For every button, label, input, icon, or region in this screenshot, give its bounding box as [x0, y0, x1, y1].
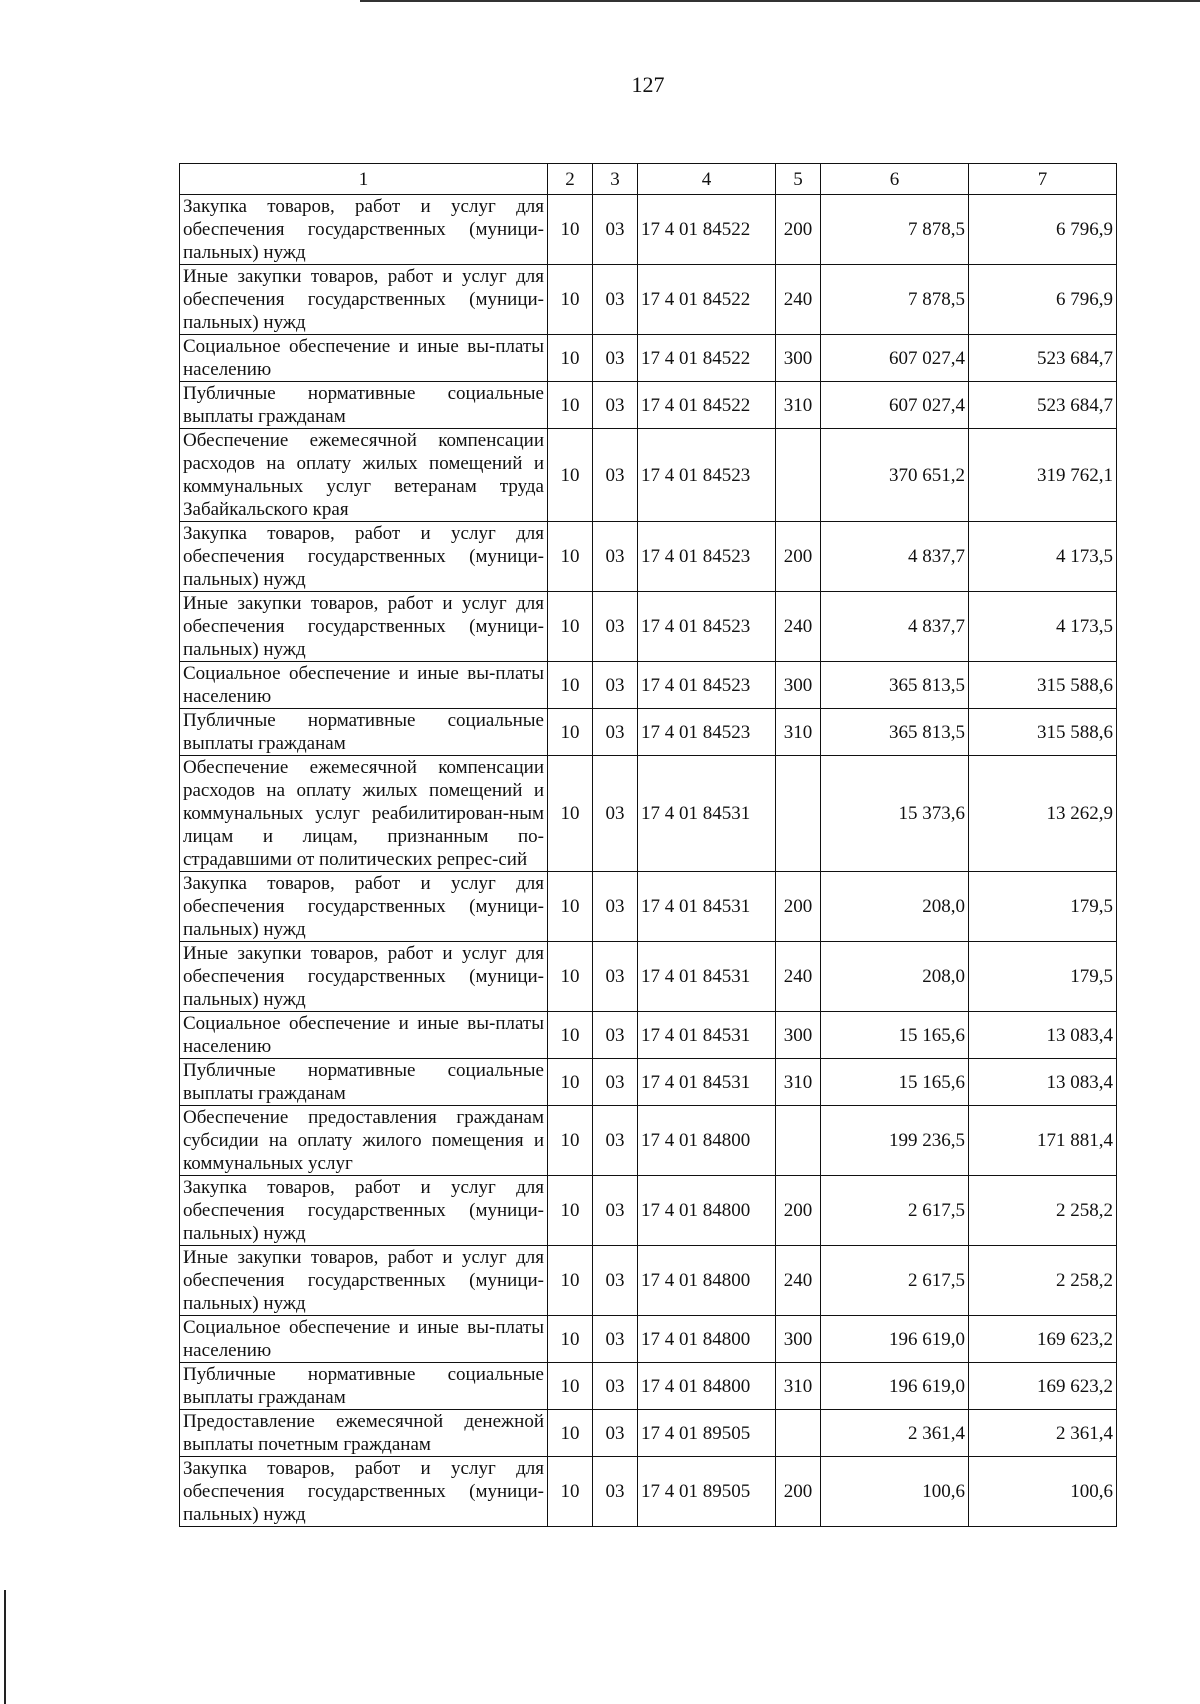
- column-header: 6: [821, 164, 969, 195]
- row-name-cell: Публичные нормативные социальные выплаты гражданам: [180, 1059, 548, 1106]
- subsection-cell: 03: [593, 1457, 638, 1527]
- table-row: [180, 1363, 1117, 1410]
- amount-col6-cell: 15 373,6: [821, 756, 969, 872]
- expense-type-cell: [776, 429, 821, 522]
- target-code-cell: 17 4 01 84531: [638, 1059, 776, 1106]
- table-row: [180, 872, 1117, 942]
- section-cell: 10: [548, 1457, 593, 1527]
- amount-col7-cell: 13 083,4: [969, 1012, 1117, 1059]
- amount-col6-cell: 365 813,5: [821, 709, 969, 756]
- amount-col6-cell: 208,0: [821, 872, 969, 942]
- amount-col6-cell: 15 165,6: [821, 1059, 969, 1106]
- subsection-cell: 03: [593, 195, 638, 265]
- amount-col7-cell: 319 762,1: [969, 429, 1117, 522]
- expense-type-cell: 240: [776, 1246, 821, 1316]
- target-code-cell: 17 4 01 84800: [638, 1106, 776, 1176]
- target-code-cell: 17 4 01 84522: [638, 265, 776, 335]
- table-row: [180, 195, 1117, 265]
- amount-col7-cell: 6 796,9: [969, 265, 1117, 335]
- section-cell: 10: [548, 942, 593, 1012]
- row-name-cell: Закупка товаров, работ и услуг для обеспечения государственных (муници-пальных) нужд: [180, 522, 548, 592]
- amount-col7-cell: 4 173,5: [969, 522, 1117, 592]
- row-name-cell: Иные закупки товаров, работ и услуг для обеспечения государственных (муници-пальных) нужд: [180, 942, 548, 1012]
- table-row: [180, 1457, 1117, 1527]
- amount-col7-cell: 315 588,6: [969, 709, 1117, 756]
- column-header: 5: [776, 164, 821, 195]
- subsection-cell: 03: [593, 872, 638, 942]
- row-name-cell: Социальное обеспечение и иные вы-платы населению: [180, 1316, 548, 1363]
- target-code-cell: 17 4 01 84531: [638, 942, 776, 1012]
- subsection-cell: 03: [593, 1059, 638, 1106]
- expense-type-cell: [776, 756, 821, 872]
- target-code-cell: 17 4 01 89505: [638, 1457, 776, 1527]
- expense-type-cell: 240: [776, 265, 821, 335]
- subsection-cell: 03: [593, 1410, 638, 1457]
- row-name-cell: Публичные нормативные социальные выплаты гражданам: [180, 709, 548, 756]
- row-name-cell: Публичные нормативные социальные выплаты гражданам: [180, 1363, 548, 1410]
- row-name-cell: Иные закупки товаров, работ и услуг для обеспечения государственных (муници-пальных) нужд: [180, 1246, 548, 1316]
- subsection-cell: 03: [593, 1316, 638, 1363]
- subsection-cell: 03: [593, 429, 638, 522]
- expense-type-cell: 310: [776, 382, 821, 429]
- amount-col6-cell: 7 878,5: [821, 265, 969, 335]
- target-code-cell: 17 4 01 84531: [638, 872, 776, 942]
- section-cell: 10: [548, 756, 593, 872]
- row-name-cell: Обеспечение предоставления гражданам субсидии на оплату жилого помещения и коммунальных услуг: [180, 1106, 548, 1176]
- table-row: [180, 592, 1117, 662]
- expense-type-cell: 200: [776, 1457, 821, 1527]
- expense-type-cell: 310: [776, 1363, 821, 1410]
- row-name-cell: Обеспечение ежемесячной компенсации расходов на оплату жилых помещений и коммунальных услуг реабилитирован-ным лицам и лицам, признанным по-страдавшими от политических репрес-сий: [180, 756, 548, 872]
- section-cell: 10: [548, 709, 593, 756]
- row-name-cell: Иные закупки товаров, работ и услуг для обеспечения государственных (муници-пальных) нужд: [180, 265, 548, 335]
- target-code-cell: 17 4 01 84522: [638, 382, 776, 429]
- section-cell: 10: [548, 1106, 593, 1176]
- target-code-cell: 17 4 01 84522: [638, 335, 776, 382]
- amount-col6-cell: 196 619,0: [821, 1316, 969, 1363]
- row-name-cell: Обеспечение ежемесячной компенсации расходов на оплату жилых помещений и коммунальных услуг ветеранам труда Забайкальского края: [180, 429, 548, 522]
- amount-col7-cell: 2 258,2: [969, 1246, 1117, 1316]
- expense-type-cell: 300: [776, 1012, 821, 1059]
- subsection-cell: 03: [593, 1363, 638, 1410]
- section-cell: 10: [548, 522, 593, 592]
- column-header: 1: [180, 164, 548, 195]
- table-row: [180, 335, 1117, 382]
- amount-col7-cell: 4 173,5: [969, 592, 1117, 662]
- target-code-cell: 17 4 01 84523: [638, 662, 776, 709]
- target-code-cell: 17 4 01 84523: [638, 709, 776, 756]
- section-cell: 10: [548, 265, 593, 335]
- top-rule: [360, 0, 1200, 2]
- target-code-cell: 17 4 01 84800: [638, 1316, 776, 1363]
- subsection-cell: 03: [593, 382, 638, 429]
- section-cell: 10: [548, 872, 593, 942]
- table-row: [180, 522, 1117, 592]
- column-header: 7: [969, 164, 1117, 195]
- table-row: [180, 1316, 1117, 1363]
- subsection-cell: 03: [593, 522, 638, 592]
- amount-col7-cell: 169 623,2: [969, 1363, 1117, 1410]
- subsection-cell: 03: [593, 335, 638, 382]
- row-name-cell: Закупка товаров, работ и услуг для обеспечения государственных (муници-пальных) нужд: [180, 1457, 548, 1527]
- amount-col7-cell: 6 796,9: [969, 195, 1117, 265]
- amount-col6-cell: 370 651,2: [821, 429, 969, 522]
- target-code-cell: 17 4 01 84522: [638, 195, 776, 265]
- expense-type-cell: 300: [776, 335, 821, 382]
- subsection-cell: 03: [593, 1106, 638, 1176]
- column-header: 4: [638, 164, 776, 195]
- row-name-cell: Социальное обеспечение и иные вы-платы населению: [180, 1012, 548, 1059]
- table-row: [180, 662, 1117, 709]
- expense-type-cell: 240: [776, 592, 821, 662]
- expense-type-cell: 200: [776, 522, 821, 592]
- section-cell: 10: [548, 429, 593, 522]
- subsection-cell: 03: [593, 1012, 638, 1059]
- amount-col7-cell: 100,6: [969, 1457, 1117, 1527]
- expense-type-cell: 200: [776, 872, 821, 942]
- amount-col6-cell: 607 027,4: [821, 382, 969, 429]
- section-cell: 10: [548, 592, 593, 662]
- expense-type-cell: 310: [776, 709, 821, 756]
- amount-col6-cell: 2 617,5: [821, 1246, 969, 1316]
- target-code-cell: 17 4 01 84800: [638, 1176, 776, 1246]
- row-name-cell: Закупка товаров, работ и услуг для обеспечения государственных (муници-пальных) нужд: [180, 872, 548, 942]
- table-row: [180, 1176, 1117, 1246]
- subsection-cell: 03: [593, 942, 638, 1012]
- amount-col7-cell: 179,5: [969, 872, 1117, 942]
- budget-table: [179, 163, 1117, 1527]
- expense-type-cell: 310: [776, 1059, 821, 1106]
- table-row: [180, 1106, 1117, 1176]
- amount-col6-cell: 208,0: [821, 942, 969, 1012]
- section-cell: 10: [548, 1012, 593, 1059]
- expense-type-cell: 300: [776, 662, 821, 709]
- amount-col6-cell: 4 837,7: [821, 522, 969, 592]
- header-row: [180, 164, 1117, 195]
- row-name-cell: Социальное обеспечение и иные вы-платы населению: [180, 335, 548, 382]
- expense-type-cell: [776, 1410, 821, 1457]
- section-cell: 10: [548, 1363, 593, 1410]
- expense-type-cell: 200: [776, 195, 821, 265]
- table-row: [180, 1059, 1117, 1106]
- target-code-cell: 17 4 01 84531: [638, 756, 776, 872]
- target-code-cell: 17 4 01 84800: [638, 1363, 776, 1410]
- subsection-cell: 03: [593, 1246, 638, 1316]
- section-cell: 10: [548, 1059, 593, 1106]
- amount-col6-cell: 4 837,7: [821, 592, 969, 662]
- section-cell: 10: [548, 662, 593, 709]
- amount-col6-cell: 100,6: [821, 1457, 969, 1527]
- amount-col7-cell: 2 258,2: [969, 1176, 1117, 1246]
- section-cell: 10: [548, 195, 593, 265]
- subsection-cell: 03: [593, 709, 638, 756]
- section-cell: 10: [548, 382, 593, 429]
- subsection-cell: 03: [593, 592, 638, 662]
- row-name-cell: Иные закупки товаров, работ и услуг для обеспечения государственных (муници-пальных) нужд: [180, 592, 548, 662]
- row-name-cell: Закупка товаров, работ и услуг для обеспечения государственных (муници-пальных) нужд: [180, 1176, 548, 1246]
- target-code-cell: 17 4 01 84523: [638, 522, 776, 592]
- row-name-cell: Публичные нормативные социальные выплаты гражданам: [180, 382, 548, 429]
- section-cell: 10: [548, 335, 593, 382]
- subsection-cell: 03: [593, 662, 638, 709]
- table-row: [180, 1012, 1117, 1059]
- amount-col6-cell: 2 361,4: [821, 1410, 969, 1457]
- row-name-cell: Предоставление ежемесячной денежной выплаты почетным гражданам: [180, 1410, 548, 1457]
- table-row: [180, 942, 1117, 1012]
- expense-type-cell: [776, 1106, 821, 1176]
- amount-col6-cell: 199 236,5: [821, 1106, 969, 1176]
- amount-col7-cell: 179,5: [969, 942, 1117, 1012]
- table-body: [180, 195, 1117, 1527]
- table-row: [180, 429, 1117, 522]
- amount-col7-cell: 169 623,2: [969, 1316, 1117, 1363]
- target-code-cell: 17 4 01 84523: [638, 429, 776, 522]
- amount-col6-cell: 15 165,6: [821, 1012, 969, 1059]
- section-cell: 10: [548, 1316, 593, 1363]
- amount-col6-cell: 7 878,5: [821, 195, 969, 265]
- amount-col6-cell: 196 619,0: [821, 1363, 969, 1410]
- section-cell: 10: [548, 1246, 593, 1316]
- page-number: 127: [631, 72, 665, 97]
- column-header: 3: [593, 164, 638, 195]
- expense-type-cell: 300: [776, 1316, 821, 1363]
- amount-col7-cell: 523 684,7: [969, 335, 1117, 382]
- target-code-cell: 17 4 01 89505: [638, 1410, 776, 1457]
- column-header: 2: [548, 164, 593, 195]
- scan-edge-mark: [4, 1590, 6, 1704]
- section-cell: 10: [548, 1176, 593, 1246]
- table-row: [180, 265, 1117, 335]
- row-name-cell: Закупка товаров, работ и услуг для обеспечения государственных (муници-пальных) нужд: [180, 195, 548, 265]
- target-code-cell: 17 4 01 84523: [638, 592, 776, 662]
- section-cell: 10: [548, 1410, 593, 1457]
- subsection-cell: 03: [593, 265, 638, 335]
- amount-col6-cell: 607 027,4: [821, 335, 969, 382]
- table-row: [180, 382, 1117, 429]
- amount-col7-cell: 13 262,9: [969, 756, 1117, 872]
- table-row: [180, 1410, 1117, 1457]
- amount-col7-cell: 171 881,4: [969, 1106, 1117, 1176]
- amount-col7-cell: 315 588,6: [969, 662, 1117, 709]
- expense-type-cell: 200: [776, 1176, 821, 1246]
- amount-col7-cell: 2 361,4: [969, 1410, 1117, 1457]
- amount-col6-cell: 365 813,5: [821, 662, 969, 709]
- amount-col7-cell: 523 684,7: [969, 382, 1117, 429]
- subsection-cell: 03: [593, 756, 638, 872]
- row-name-cell: Социальное обеспечение и иные вы-платы населению: [180, 662, 548, 709]
- table-row: [180, 1246, 1117, 1316]
- subsection-cell: 03: [593, 1176, 638, 1246]
- expense-type-cell: 240: [776, 942, 821, 1012]
- target-code-cell: 17 4 01 84800: [638, 1246, 776, 1316]
- target-code-cell: 17 4 01 84531: [638, 1012, 776, 1059]
- table-row: [180, 756, 1117, 872]
- amount-col6-cell: 2 617,5: [821, 1176, 969, 1246]
- table-row: [180, 709, 1117, 756]
- amount-col7-cell: 13 083,4: [969, 1059, 1117, 1106]
